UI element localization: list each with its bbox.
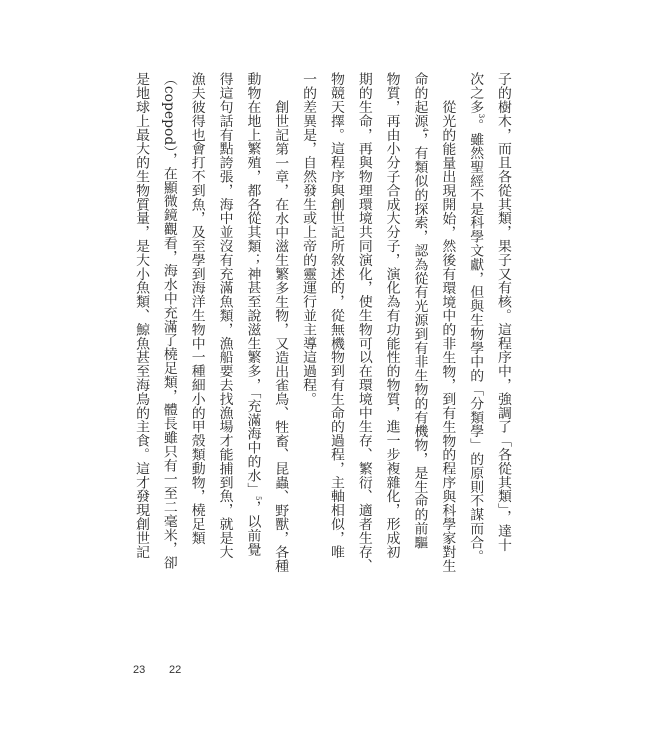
column-text: 子的樹木，而且各從其類，果子又有核。這程序中，強調了「各從其類」，達十 [495, 72, 511, 552]
column-text: 期的生命，再與物理環境共同演化，使生物可以在環境中生存、繁衍、適者生存、 [355, 72, 372, 573]
footnote-marker: 5 [254, 495, 263, 501]
column-text: 創世記第一章，在水中滋生繁多生物，又造出雀鳥、牲畜、昆蟲、野獸，各種 [272, 99, 289, 573]
column-text: 是地球上最大的生物質量，是大小魚類、鯨魚甚至海鳥的主食。這才發現創世記 [133, 72, 150, 559]
text-column-9 [265, 72, 293, 573]
column-text: 動物在地上繁殖，都各從其類；神甚至說滋生繁多，「充滿海中的水」 [244, 72, 261, 496]
column-text: 得這句話有點誇張，海中並沒有充滿魚類，漁船要去找漁場才能捕到魚，就是大 [216, 72, 233, 559]
footnote-marker: 3 [476, 113, 485, 119]
column-text: 一的差異是，自然發生或上帝的靈運行並主導這過程。 [300, 72, 317, 406]
column-text: ，以前覺 [244, 500, 261, 557]
column-text: 物質，再由小分子合成大分子，演化為有功能性的物質，進一步複雜化，形成初 [383, 72, 400, 559]
text-column-13 [154, 72, 182, 570]
text-column-3 [432, 72, 460, 573]
text-column-6 [349, 72, 377, 573]
column-text: ，有類似的探索，認為從有光源到有非生物的有機物，是生命的前驅 [411, 132, 428, 550]
text-column-11 [210, 72, 238, 562]
text-column-14 [126, 72, 154, 562]
column-text: 從光的能量出現開始，然後有環境中的非生物，到有生物的程序與科學家對生 [439, 99, 456, 573]
page-number-right: 22 [169, 664, 182, 676]
vertical-text-body [126, 72, 516, 573]
column-text: 次之多 [467, 72, 484, 114]
column-text: 命的起源 [411, 72, 428, 128]
footnote-marker: 4 [421, 127, 430, 133]
text-column-1 [488, 72, 516, 562]
column-text: 漁夫彼得也會打不到魚，及至學到海洋生物中一種細小的甲殼類動物，橈足類 [188, 72, 205, 545]
text-column-10 [238, 72, 266, 562]
text-column-5 [377, 72, 405, 562]
column-text: 物競天擇。這程序與創世記所敘述的，從無機物到有生命的過程，主軸相似，唯 [327, 72, 344, 559]
column-text: （copepod），在顯微鏡觀看，海水中充滿了橈足類，體長雖只有一至二毫米，卻 [160, 72, 177, 570]
text-column-12 [182, 72, 210, 562]
column-text: 。雖然聖經不是科學文獻，但與生物學中的「分類學」的原則不謀而合。 [467, 118, 484, 563]
text-column-7 [321, 72, 349, 562]
text-column-4 [405, 72, 433, 562]
page-number-left: 23 [133, 664, 146, 676]
text-column-8 [293, 72, 321, 562]
text-column-2 [460, 72, 488, 562]
